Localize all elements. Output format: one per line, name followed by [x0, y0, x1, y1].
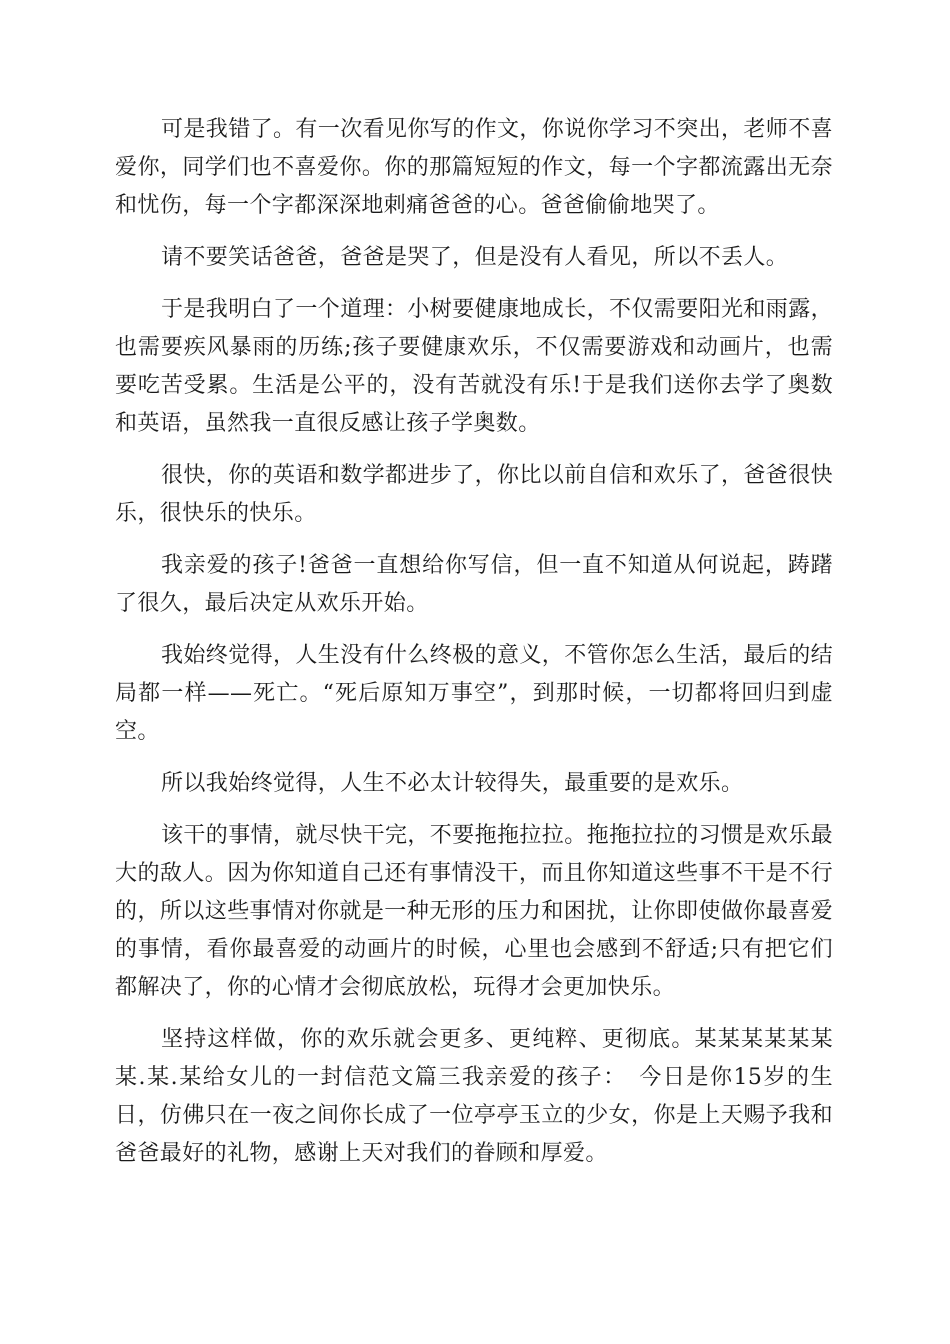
paragraph-7: 所以我始终觉得，人生不必太计较得失，最重要的是欢乐。 — [161, 771, 744, 796]
paragraph-6: 我始终觉得，人生没有什么终极的意义，不管你怎么生活，最后的结局都一样——死亡。“死后原知万事空”，到那时候，一切都将回归到虚空。 — [115, 643, 834, 744]
paragraph-8: 该干的事情，就尽快干完，不要拖拖拉拉。拖拖拉拉的习惯是欢乐最大的敌人。因为你知道自己还有事情没干，而且你知道这些事不干是不行的，所以这些事情对你就是一种无形的压力和困扰，让你即使做你最喜爱的事情，看你最喜爱的动画片的时候，心里也会感到不舒适;只有把它们都解决了，你的心情才会彻底放松，玩得才会更加快乐。 — [115, 823, 834, 1000]
document-body — [115, 111, 833, 1187]
paragraph-2: 请不要笑话爸爸，爸爸是哭了，但是没有人看见，所以不丢人。 — [161, 245, 789, 270]
paragraph-4: 很快，你的英语和数学都进步了，你比以前自信和欢乐了，爸爸很快乐，很快乐的快乐。 — [115, 463, 834, 526]
paragraph-1: 可是我错了。有一次看见你写的作文，你说你学习不突出，老师不喜爱你，同学们也不喜爱你。你的那篇短短的作文，每一个字都流露出无奈和忧伤，每一个字都深深地刺痛爸爸的心。爸爸偷偷地哭了。 — [115, 117, 834, 218]
paragraph-5: 我亲爱的孩子!爸爸一直想给你写信，但一直不知道从何说起，踌躇了很久，最后决定从欢乐开始。 — [115, 553, 833, 616]
paragraph-9: 坚持这样做，你的欢乐就会更多、更纯粹、更彻底。某某某某某某某.某.某给女儿的一封信范文篇三我亲爱的孩子： 今日是你15岁的生日，仿佛只在一夜之间你长成了一位亭亭玉立的少女，你是上天赐予我和爸爸最好的礼物，感谢上天对我们的眷顾和厚爱。 — [115, 1027, 833, 1166]
paragraph-3: 于是我明白了一个道理：小树要健康地成长，不仅需要阳光和雨露，也需要疾风暴雨的历练;孩子要健康欢乐，不仅需要游戏和动画片，也需要吃苦受累。生活是公平的，没有苦就没有乐!于是我们送你去学了奥数和英语，虽然我一直很反感让孩子学奥数。 — [115, 297, 834, 436]
